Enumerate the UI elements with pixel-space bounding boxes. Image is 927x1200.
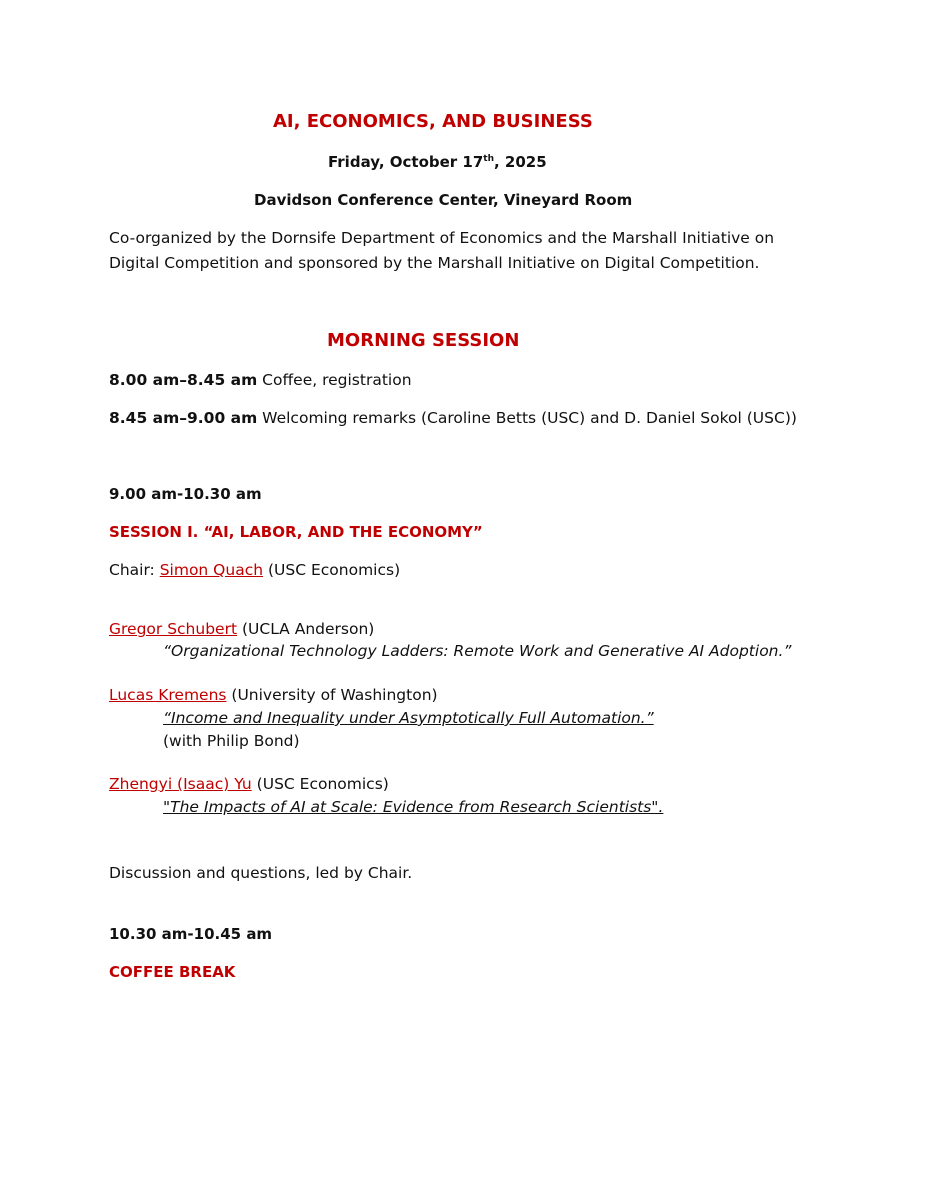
author-link[interactable]: Zhengyi (Isaac) Yu	[109, 775, 252, 793]
event-date-sup: th	[483, 154, 494, 164]
session-chair	[109, 561, 400, 579]
author-link[interactable]: Gregor Schubert	[109, 620, 238, 638]
organizers-line-1: Co-organized by the Dornsife Department of Economics and the Marshall Initiative on	[109, 229, 775, 247]
paper-author	[109, 620, 374, 638]
schedule-time: 8.45 am–9.00 am	[109, 409, 258, 427]
event-title: AI, ECONOMICS, AND BUSINESS	[273, 111, 593, 132]
schedule-text: Welcoming remarks (Caroline Betts (USC) and D. Daniel Sokol (USC))	[257, 409, 797, 427]
schedule-text: Coffee, registration	[257, 371, 412, 389]
paper-author	[109, 686, 438, 704]
paper-title-link[interactable]: “Income and Inequality under Asymptotically Full Automation.”	[163, 709, 654, 727]
event-date-year: , 2025	[494, 153, 547, 171]
session-1-time: 9.00 am-10.30 am	[109, 485, 262, 503]
discussion-note: Discussion and questions, led by Chair.	[109, 864, 413, 882]
paper-author	[109, 775, 389, 793]
morning-session-heading: MORNING SESSION	[327, 330, 520, 351]
event-date	[328, 153, 547, 171]
chair-link[interactable]: Simon Quach	[159, 561, 264, 579]
paper-title-link[interactable]: "The Impacts of AI at Scale: Evidence from Research Scientists".	[163, 798, 664, 816]
schedule-item	[109, 409, 797, 427]
chair-label: Chair:	[109, 561, 160, 579]
paper-coauthor: (with Philip Bond)	[163, 732, 300, 750]
break-time: 10.30 am-10.45 am	[109, 925, 273, 943]
chair-affiliation: (USC Economics)	[263, 561, 401, 579]
coffee-break-label: COFFEE BREAK	[109, 963, 236, 981]
schedule-time: 8.00 am–8.45 am	[109, 371, 258, 389]
event-date-main: Friday, October 17	[328, 153, 484, 171]
schedule-item	[109, 371, 412, 389]
author-affiliation: (UCLA Anderson)	[237, 620, 375, 638]
session-1-title: SESSION I. “AI, LABOR, AND THE ECONOMY”	[109, 523, 483, 541]
event-venue: Davidson Conference Center, Vineyard Room	[254, 191, 633, 209]
author-affiliation: (USC Economics)	[251, 775, 389, 793]
author-affiliation: (University of Washington)	[226, 686, 438, 704]
organizers-line-2: Digital Competition and sponsored by the Marshall Initiative on Digital Competition.	[109, 254, 760, 272]
paper-title: “Organizational Technology Ladders: Remote Work and Generative AI Adoption.”	[163, 642, 792, 660]
author-link[interactable]: Lucas Kremens	[109, 686, 227, 704]
